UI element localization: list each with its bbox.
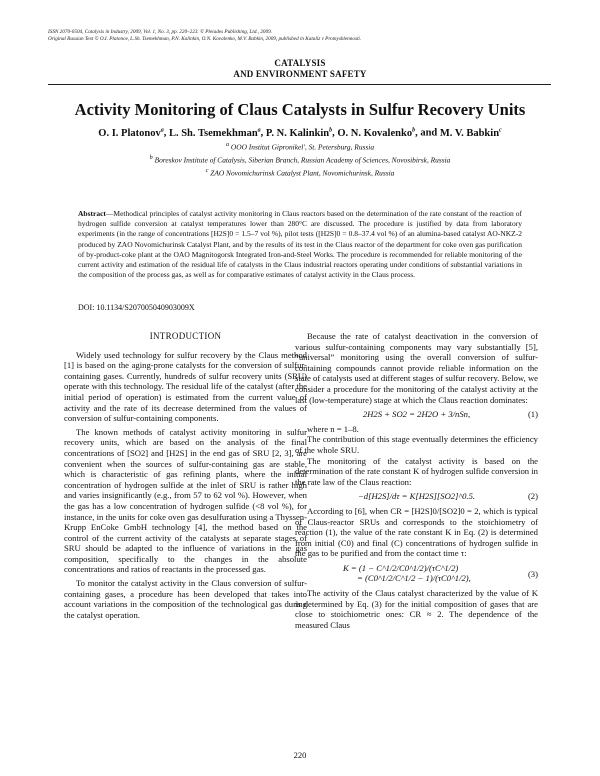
journal-header	[48, 29, 568, 43]
author: L. Sh. Tsemekhman$^a$	[168, 127, 261, 139]
section-rule	[48, 84, 551, 85]
equation-1-number: (1)	[527, 409, 538, 420]
page-number: 220	[293, 750, 307, 760]
introduction-heading: INTRODUCTION	[149, 331, 222, 341]
paragraph: To monitor the catalyst activity in the Claus conversion of sulfur-containing gases, a procedure has been developed that takes into account variations in the composition of the technological gas during the catalyst operation.	[64, 578, 307, 620]
journal-header-line-2: Original Russian Text © O.I. Platonov, L.Sh. Tsemekhman, P.N. Kalinkin, O.N. Kovalenko, M.V. Babkin, 2009, published in Kataliz v Promyshlennosti.	[48, 36, 362, 43]
author-list: O. I. Platonov$^a$, L. Sh. Tsemekhman$^a$, P. N. Kalinkin$^b$, O. N. Kovalenko$^b$, and M. V. Babkin$^c$	[98, 127, 502, 139]
journal-header-line-1: ISSN 2070-0504, Catalysis in Industry, 2009, Vol. 1, No. 3, pp. 220–223. © Pleiades Publishing, Ltd., 2009.	[48, 29, 272, 35]
affiliation-b: $^b$ Boreskov Institute of Catalysis, Siberian Branch, Russian Academy of Sciences, Novosibirsk, Russia	[149, 154, 451, 165]
section-line-1: CATALYSIS	[274, 58, 326, 68]
article-title: Activity Monitoring of Claus Catalysts in Sulfur Recovery Units	[74, 100, 526, 119]
equation-2-body: −d[H2S]/dτ = K[H2S][SO2]^0.5.	[357, 491, 476, 502]
doi: DOI: 10.1134/S207005040903009X	[78, 303, 195, 312]
paragraph: where n = 1–8.	[307, 423, 359, 434]
equation-3-line-2: = (C0^1/2/C^1/2 − 1)/(τC0^1/2),	[357, 573, 471, 584]
paragraph: The contribution of this stage eventually determines the efficiency of the whole SRU.	[295, 434, 538, 455]
author: O. N. Kovalenko$^b$	[337, 127, 416, 139]
author: M. V. Babkin$^c$	[439, 127, 502, 139]
equation-1	[295, 409, 538, 420]
paragraph: Because the rate of catalyst deactivation in the conversion of various sulfur-containing components may vary substantially [5], “universal” monitoring using the overall conversion of sulfur-containing compounds cannot provide reliable information on the state of catalysts used at different stages of sulfur recovery. Below, we consider a procedure for the monitoring of the catalyst activity at the last (low-temperature) stage at which the Claus reaction dominates:	[295, 331, 538, 405]
equation-3-line-1: K = (1 − C^1/2/C0^1/2)/(τC^1/2)	[343, 562, 459, 573]
equation-1-body: 2H2S + SO2 = 2H2O + 3/nSn,	[362, 409, 471, 420]
paragraph: The activity of the Claus catalyst characterized by the value of K is determined by Eq. (3) for the initial composition of gases that are close to stoichiometric ones: CR ≈ 2. The dependence of the measured Claus	[295, 588, 538, 630]
equation-3	[295, 563, 538, 584]
equation-2-number: (2)	[527, 491, 538, 502]
affiliation-c: $^c$ ZAO Novomichurinsk Catalyst Plant, Novomichurinsk, Russia	[205, 167, 395, 178]
paragraph: The monitoring of the catalyst activity is based on the determination of the rate constant K of hydrogen sulfide conversion in the rate law of the Claus reaction:	[295, 455, 538, 487]
section-heading	[0, 58, 600, 80]
right-column	[295, 331, 538, 630]
author: P. N. Kalinkin$^b$	[265, 127, 333, 139]
paragraph: According to [6], when CR = [H2S]0/[SO2]0 = 2, which is typical of Claus-reactor SRUs and corresponds to the stoichiometry of reaction (1), the value of the rate constant K in Eq. (2) is determined from initial (C0) and final (C) concentrations of hydrogen sulfide in the gas to be purified and from the contact time τ:	[295, 505, 538, 559]
affiliation-a: $^a$ OOO Institut Gipronikel', St. Petersburg, Russia	[225, 142, 375, 152]
equation-2	[295, 491, 538, 502]
author: O. I. Platonov$^a$	[98, 127, 164, 139]
abstract	[78, 209, 522, 280]
affiliations	[30, 140, 570, 179]
left-column	[64, 331, 307, 620]
equation-3-number: (3)	[527, 568, 538, 579]
abstract-label: Abstract	[78, 209, 106, 218]
paragraph: Widely used technology for sulfur recovery by the Claus method [1] is based on the aging-prone catalysts for the conversion of sulfur-containing gases. Currently, hundreds of sulfur recovery units (SRU) operate with this technology. The residual life of the catalyst (after the initial period of operation) is estimated from the current value of activity and the rate of its decrease determined from the values of conversion of sulfur-containing components.	[64, 349, 307, 424]
paragraph: The known methods of catalyst activity monitoring in sulfur recovery units, which are based on the analysis of the final concentrations of [SO2] and [H2S] in the end gas of SRU [2, 3], are convenient when the sources of sulfur-containing gas are stable, which is characteristic of gas refining plants, where the initial concentration of hydrogen sulfide at the inlet of SRU is rather high and varies insignificantly (e.g., from 57 to 62 vol %). However, when the gas has a low concentration of hydrogen sulfide (<8 vol %), for instance, in the units for coke oven gas desulfuration using a Thyssen-Krupp EnCoke GmbH technology [4], the method based on the control of the current activity of the catalysts at separate stages of SRU should be adapted to the influence of variations in the gas composition, specifically to the changes in the absolute concentrations and ratios of reactants in the processed gas.	[64, 426, 307, 575]
section-line-2: AND ENVIRONMENT SAFETY	[233, 69, 367, 79]
abstract-text: —Methodical principles of catalyst activity monitoring in Claus reactors based on the determination of the rate constant of the reaction of hydrogen sulfide conversion at catalyst temperatures lower than 280°C are discussed. The procedure is justified by data from laboratory experiments (in the range of concentrations [H2S]0 = 1.5–7 vol %), pilot tests ([H2S]0 = 0.8–37.4 vol %) of an alumina-based catalyst AO-NKZ-2 produced by ZAO Novomichurinsk Catalyst Plant, and by the results of its test in the Claus reactor of the department for coke oven gas purification of by-product-coke plant at the OAO Magnitogorsk Integrated Iron-and-Steel Works. The procedure is recommended for reliable monitoring of the current activity and estimation of the residual life of catalysts in the Claus industrial reactors operating under conditions of substantial variations in the composition of the process gas, as well as for comparative estimates of catalyst activity in the Claus process.	[78, 209, 522, 280]
